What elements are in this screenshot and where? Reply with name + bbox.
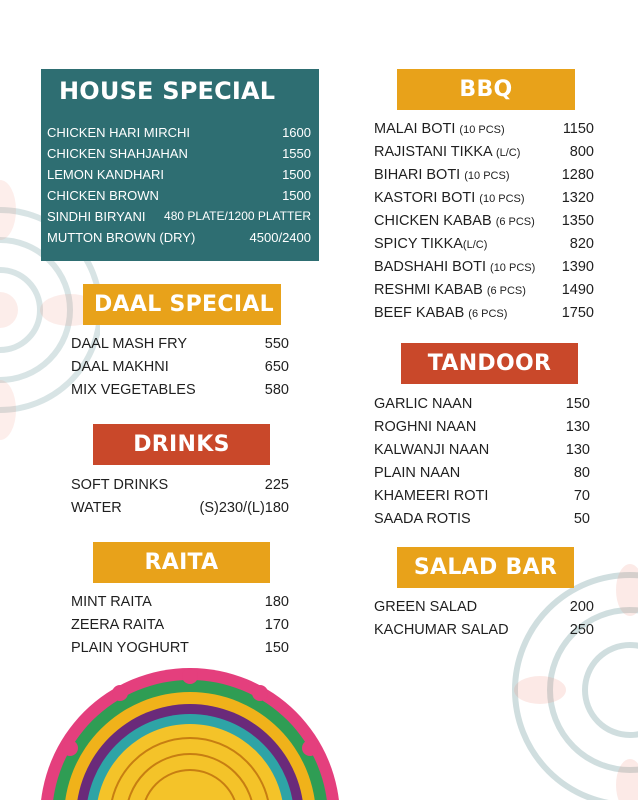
item-quantity: (10 PCS)	[464, 170, 510, 182]
item-name: KASTORI BOTI	[374, 190, 476, 206]
item-price: 1390	[561, 259, 594, 275]
item-name: BADSHAHI BOTI	[374, 259, 486, 275]
item-price: 225	[264, 477, 289, 493]
item-name: CHICKEN SHAHJAHAN	[47, 146, 188, 161]
item-name: MALAI BOTI	[374, 121, 456, 137]
item-quantity: (L/C)	[462, 239, 488, 251]
item-price: 1350	[561, 213, 594, 229]
drinks-header: DRINKS	[93, 424, 270, 465]
item-name: KACHUMAR SALAD	[374, 622, 509, 638]
mandala-decoration-right	[500, 560, 638, 800]
item-price: 650	[264, 359, 289, 375]
item-name: WATER	[71, 500, 122, 516]
item-name: CHICKEN HARI MIRCHI	[47, 125, 191, 140]
item-price: 820	[569, 236, 594, 252]
item-name: SOFT DRINKS	[71, 477, 169, 493]
item-name: BEEF KABAB	[374, 305, 465, 321]
item-price: 1280	[561, 167, 594, 183]
item-quantity: (10 PCS)	[479, 193, 525, 205]
item-name: PLAIN YOGHURT	[71, 640, 189, 656]
house-special-title: HOUSE SPECIAL	[59, 77, 276, 105]
item-price: 250	[569, 622, 594, 638]
item-price: 800	[569, 144, 594, 160]
item-name: KALWANJI NAAN	[374, 442, 490, 458]
item-quantity: (10 PCS)	[490, 262, 536, 274]
item-price: 1600	[282, 125, 311, 140]
item-quantity: (L/C)	[495, 147, 521, 159]
item-price: 480 PLATE/1200 PLATTER	[164, 209, 311, 223]
item-price: 1320	[561, 190, 594, 206]
item-price: 150	[264, 640, 289, 656]
raita-header: RAITA	[93, 542, 270, 583]
item-price: 1490	[561, 282, 594, 298]
item-name: SAADA ROTIS	[374, 511, 471, 527]
item-price: 50	[573, 511, 590, 527]
item-name: CHICKEN KABAB	[374, 213, 492, 229]
item-name: CHICKEN BROWN	[47, 188, 159, 203]
item-name: GARLIC NAAN	[374, 396, 473, 412]
item-price: 1500	[282, 188, 311, 203]
item-price: 130	[565, 419, 590, 435]
item-name: RAJISTANI TIKKA	[374, 144, 492, 160]
bbq-header: BBQ	[397, 69, 575, 110]
item-name: RESHMI KABAB	[374, 282, 483, 298]
item-price: 1500	[282, 167, 311, 182]
salad-bar-header: SALAD BAR	[397, 547, 574, 588]
item-quantity: (10 PCS)	[459, 124, 505, 136]
item-name: DAAL MASH FRY	[71, 336, 188, 352]
item-price: 70	[573, 488, 590, 504]
item-name: GREEN SALAD	[374, 599, 478, 615]
item-name: LEMON KANDHARI	[47, 167, 165, 182]
item-price: 130	[565, 442, 590, 458]
item-quantity: (6 PCS)	[468, 308, 508, 320]
item-name: SINDHI BIRYANI	[47, 209, 146, 224]
item-name: MIX VEGETABLES	[71, 382, 196, 398]
item-price: (S)230/(L)180	[199, 500, 289, 516]
item-name: BIHARI BOTI	[374, 167, 461, 183]
item-name: ZEERA RAITA	[71, 617, 165, 633]
item-price: 4500/2400	[249, 230, 311, 245]
item-price: 180	[264, 594, 289, 610]
item-price: 200	[569, 599, 594, 615]
item-price: 80	[573, 465, 590, 481]
item-price: 580	[264, 382, 289, 398]
item-name: PLAIN NAAN	[374, 465, 461, 481]
item-name: ROGHNI NAAN	[374, 419, 477, 435]
tandoor-header: TANDOOR	[401, 343, 578, 384]
item-name: MINT RAITA	[71, 594, 152, 610]
item-name: MUTTON BROWN (DRY)	[47, 230, 196, 245]
house-special-panel	[41, 69, 319, 261]
item-price: 1750	[561, 305, 594, 321]
item-quantity: (6 PCS)	[486, 285, 526, 297]
item-price: 1550	[282, 146, 311, 161]
item-price: 170	[264, 617, 289, 633]
item-quantity: (6 PCS)	[495, 216, 535, 228]
item-name: KHAMEERI ROTI	[374, 488, 489, 504]
item-name: SPICY TIKKA	[374, 236, 463, 252]
mandala-decoration-bottom	[30, 668, 350, 800]
item-price: 150	[565, 396, 590, 412]
item-name: DAAL MAKHNI	[71, 359, 169, 375]
daal-special-header: DAAL SPECIAL	[83, 284, 281, 325]
item-price: 550	[264, 336, 289, 352]
item-price: 1150	[562, 121, 594, 137]
